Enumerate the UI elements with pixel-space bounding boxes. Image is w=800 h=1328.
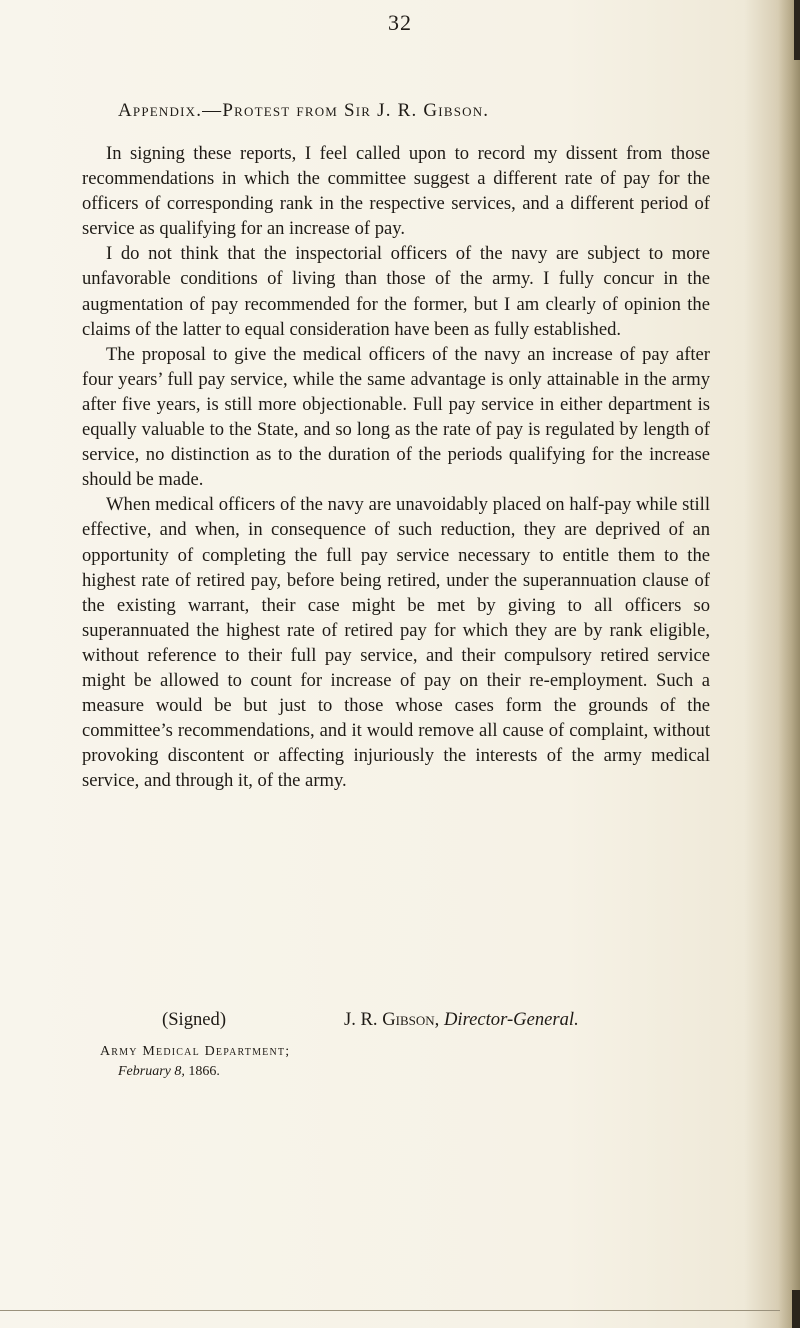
paragraph: The proposal to give the medical officers of the navy an increase of pay after four years’ full pay service, while the same advantage is only attainable in the army after five years, is still more objectionable. Full pay service in either department is equally valuable to the State, and so long as the rate of pay is regulated by length of service, no distinction as to the duration of the periods qualifying for the increase should be made.	[82, 343, 710, 491]
page-number: 32	[388, 10, 412, 35]
department-line: Army Medical Department;	[100, 1044, 291, 1059]
binding-mark-top	[794, 0, 800, 60]
page-edge-shadow	[778, 0, 800, 1328]
page-bottom-rule	[0, 1310, 780, 1311]
signatory-name: J. R. Gibson,	[344, 1009, 440, 1030]
paragraph: I do not think that the inspectorial officers of the navy are subject to more unfavorable conditions of living than those of the army. I fully concur in the augmentation of pay recommended for the former, but I am clearly of opinion the claims of the latter to equal consideration have been as fully established.	[82, 243, 710, 340]
paragraph: In signing these reports, I feel called upon to record my dissent from those recommendations in which the committee suggest a different rate of pay for the officers of corresponding rank in the respective services, and a different period of service as qualifying for an increase of pay.	[82, 143, 710, 240]
signature-line	[162, 1009, 710, 1031]
date-year: 1866.	[188, 1064, 220, 1079]
binding-mark-bottom	[792, 1290, 800, 1328]
protest-body	[82, 141, 710, 793]
signed-label: (Signed)	[162, 1009, 227, 1030]
date-month-day: February 8,	[118, 1064, 185, 1079]
paragraph: When medical officers of the navy are unavoidably placed on half-pay while still effective, and when, in consequence of such reduction, they are deprived of an opportunity of completing the full pay service necessary to entitle them to the highest rate of retired pay, before being retired, under the superannuation clause of the existing warrant, their case might be met by giving to all officers so superannuated the highest rate of retired pay for which they are by rank eligible, without reference to their full pay service, and their compulsory retired service might be allowed to count for increase of pay on their re-employment. Such a measure would be but just to those whose cases form the grounds of the committee’s recommendations, and it would remove all cause of complaint, without provoking discontent or affecting injuriously the interests of the army medical service, and through it, of the army.	[82, 494, 710, 792]
page-heading: Appendix.—Protest from Sir J. R. Gibson.	[118, 100, 490, 121]
date-line	[118, 1064, 220, 1080]
signatory-title: Director-General.	[443, 1009, 579, 1030]
